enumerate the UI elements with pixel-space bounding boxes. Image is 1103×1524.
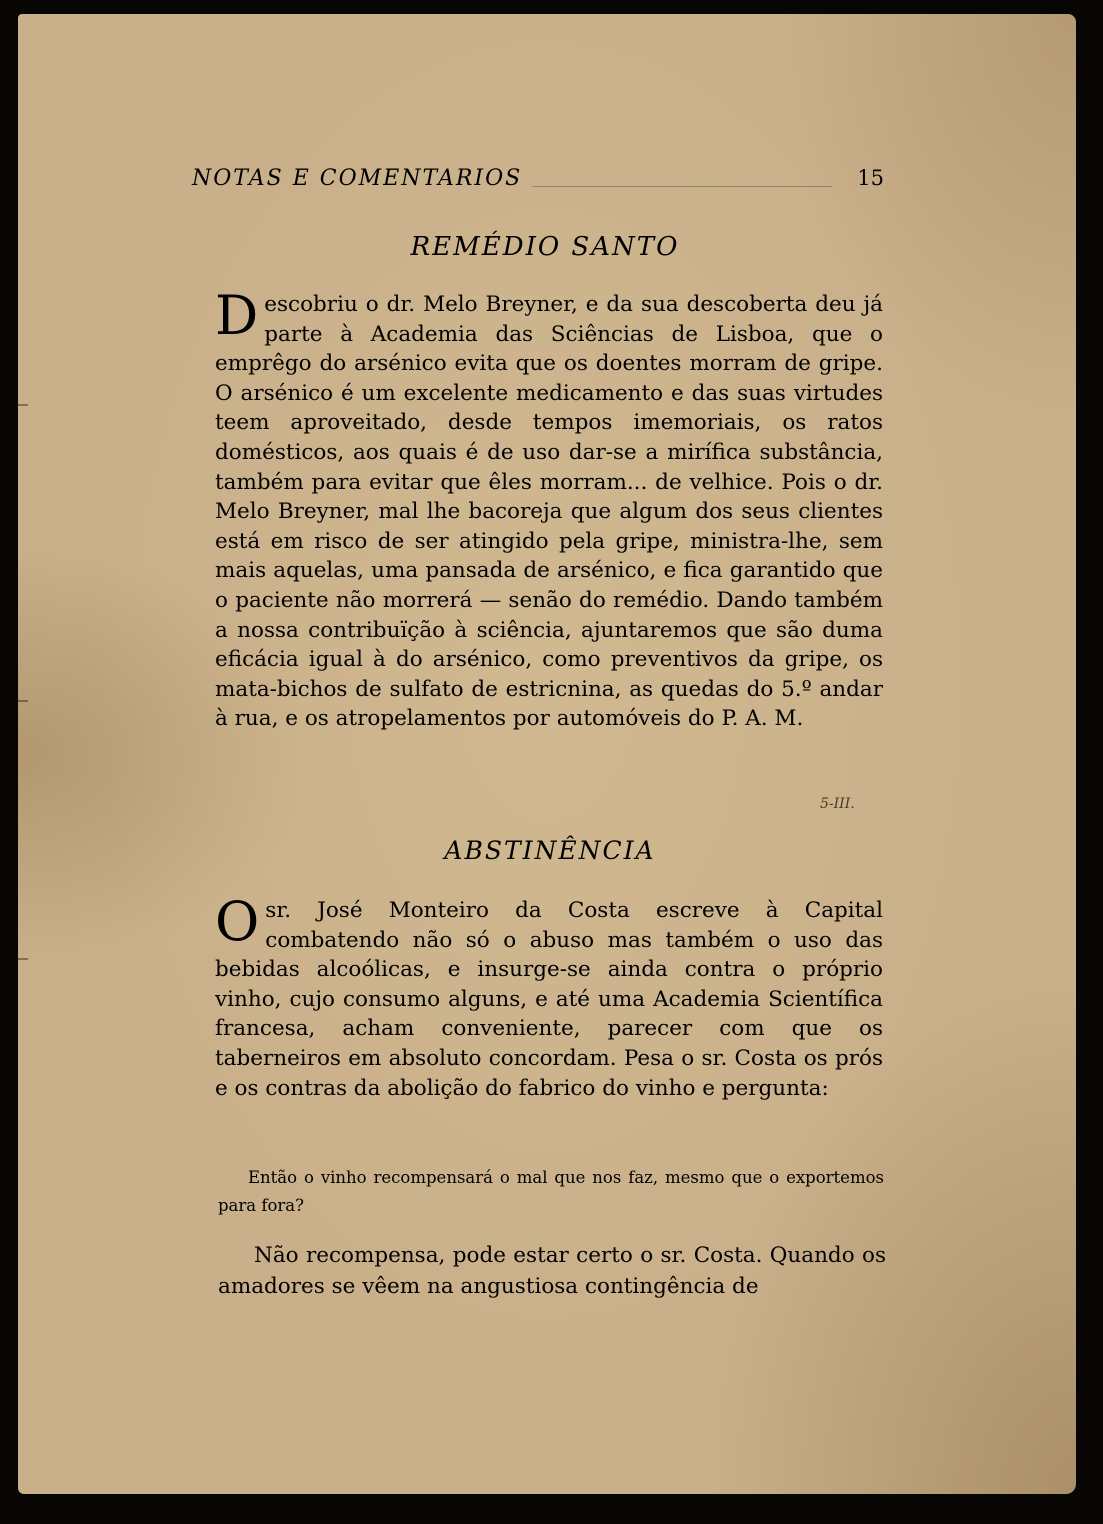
margin-mark <box>18 700 28 702</box>
running-title: NOTAS E COMENTARIOS <box>192 166 523 191</box>
article-title-remedio-santo: REMÉDIO SANTO <box>410 232 680 262</box>
running-head <box>192 166 884 200</box>
continuation-paragraph: Não recompensa, pode estar certo o sr. Costa. Quando os amadores se vêem na angustiosa contingência de <box>218 1243 886 1299</box>
header-rule <box>532 186 832 187</box>
article-title-abstinencia: ABSTINÊNCIA <box>444 836 656 865</box>
dropcap: D <box>215 284 259 347</box>
block-quote: Então o vinho recompensará o mal que nos faz, mesmo que o exportemos para fora? <box>218 1168 884 1215</box>
margin-mark <box>18 958 28 960</box>
paragraph-text: sr. José Monteiro da Costa escreve à Capital combatendo não só o abuso mas também o uso das bebidas alcoólicas, e insurge-se ainda contra o próprio vinho, cujo consumo alguns, e até uma Academia Scientífica francesa, acham conveniente, parecer com que os taberneiros em absoluto concordam. Pesa o sr. Costa os prós e os contras da abolição do fabrico do vinho e pergunta: <box>215 898 883 1101</box>
article-signature: 5-III. <box>820 796 855 812</box>
article-body-abstinencia <box>215 890 883 1103</box>
article-body-remedio-santo <box>215 284 883 734</box>
dropcap: O <box>215 890 260 953</box>
paragraph-text: escobriu o dr. Melo Breyner, e da sua descoberta deu já parte à Academia das Sciências de Lisboa, que o emprêgo do arsénico evita que os doentes morram de gripe. O arsénico é um excelente medicamento e das suas virtudes teem aproveitado, desde tempos imemoriais, os ratos domésticos, aos quais é de uso dar-se a mirífica substância, também para evitar que êles morram... de velhice. Pois o dr. Melo Breyner, mal lhe bacoreja que algum dos seus clientes está em risco de ser atingido pela gripe, ministra-lhe, sem mais aquelas, uma pansada de arsénico, e fica garantido que o paciente não morrerá — senão do remédio. Dando também a nossa contribuïção à sciência, ajuntaremos que são duma eficácia igual à do arsénico, como preventivos da gripe, os mata-bichos de sulfato de estricnina, as quedas do 5.º andar à rua, e os atropelamentos por automóveis do P. A. M. <box>215 292 883 732</box>
page-number: 15 <box>857 166 884 190</box>
margin-mark <box>18 404 28 406</box>
